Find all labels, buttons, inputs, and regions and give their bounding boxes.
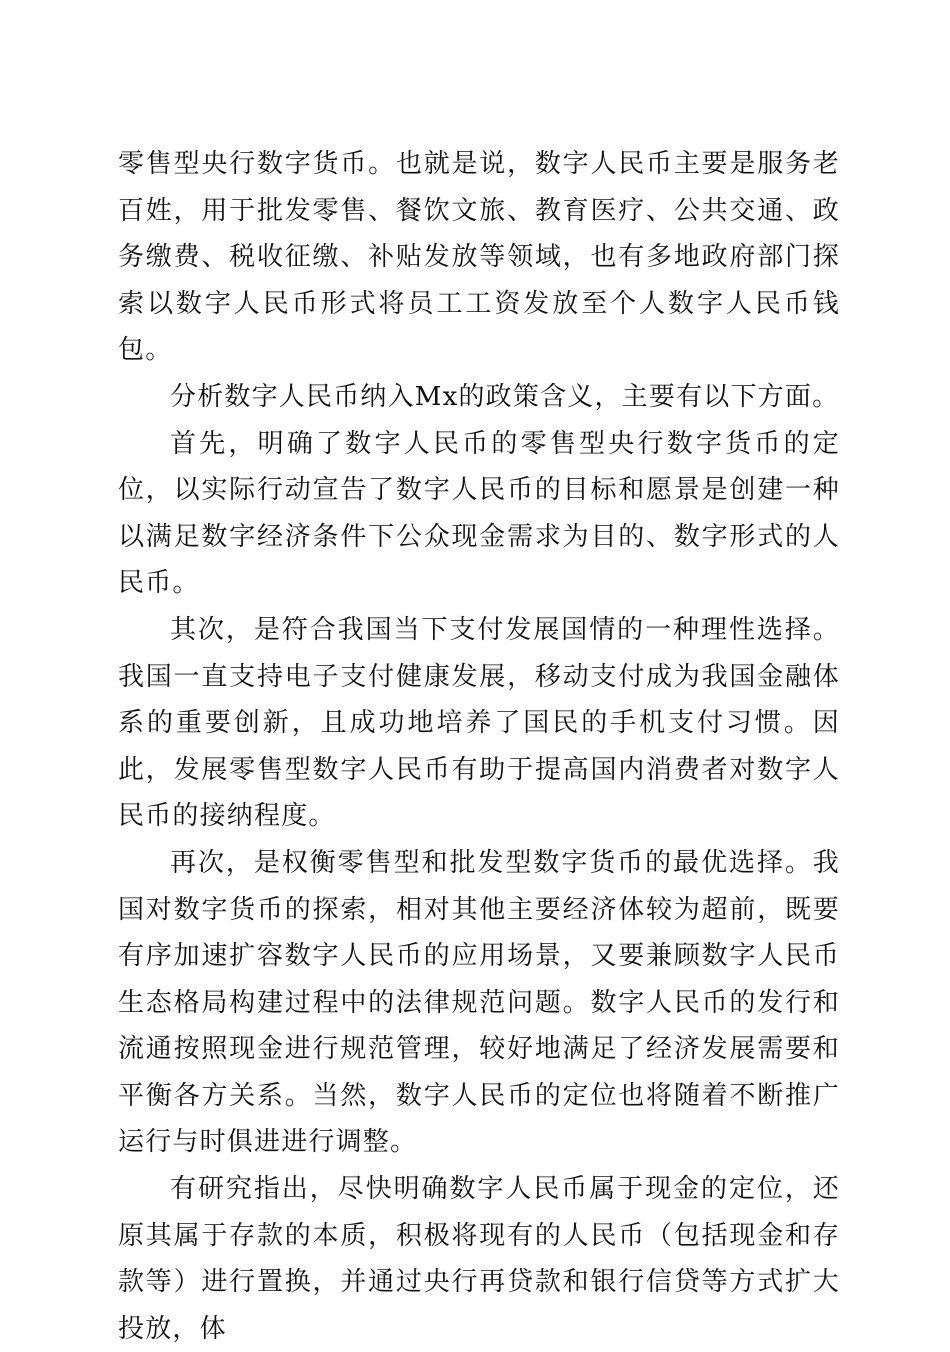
paragraph-first: 首先，明确了数字人民币的零售型央行数字货币的定位，以实际行动宣告了数字人民币的目标和愿景是创建一种以满足数字经济条件下公众现金需求为目的、数字形式的人民币。: [118, 428, 840, 599]
paragraph-third: 再次，是权衡零售型和批发型数字货币的最优选择。我国对数字货币的探索，相对其他主要经济体较为超前，既要有序加速扩容数字人民币的应用场景，又要兼顾数字人民币生态格局构建过程中的法律规范问题。数字人民币的发行和流通按照现金进行规范管理，较好地满足了经济发展需要和平衡各方关系。当然，数字人民币的定位也将随着不断推广运行与时俱进进行调整。: [118, 847, 840, 1158]
paragraph-policy-intro: 分析数字人民币纳入Mx的政策含义，主要有以下方面。: [170, 381, 840, 412]
body-text: [118, 141, 840, 1352]
paragraph-research: 有研究指出，尽快明确数字人民币属于现金的定位，还原其属于存款的本质，积极将现有的人民币（包括现金和存款等）进行置换，并通过央行再贷款和银行信贷等方式扩大投放，体: [118, 1174, 840, 1344]
paragraph-second: 其次，是符合我国当下支付发展国情的一种理性选择。我国一直支持电子支付健康发展，移动支付成为我国金融体系的重要创新，且成功地培养了国民的手机支付习惯。因此，发展零售型数字人民币有助于提高国内消费者对数字人民币的接纳程度。: [118, 614, 840, 832]
paragraph-retail-cbdc: 零售型央行数字货币。也就是说，数字人民币主要是服务老百姓，用于批发零售、餐饮文旅、教育医疗、公共交通、政务缴费、税收征缴、补贴发放等领域，也有多地政府部门探索以数字人民币形式将员工工资发放至个人数字人民币钱包。: [118, 149, 840, 366]
